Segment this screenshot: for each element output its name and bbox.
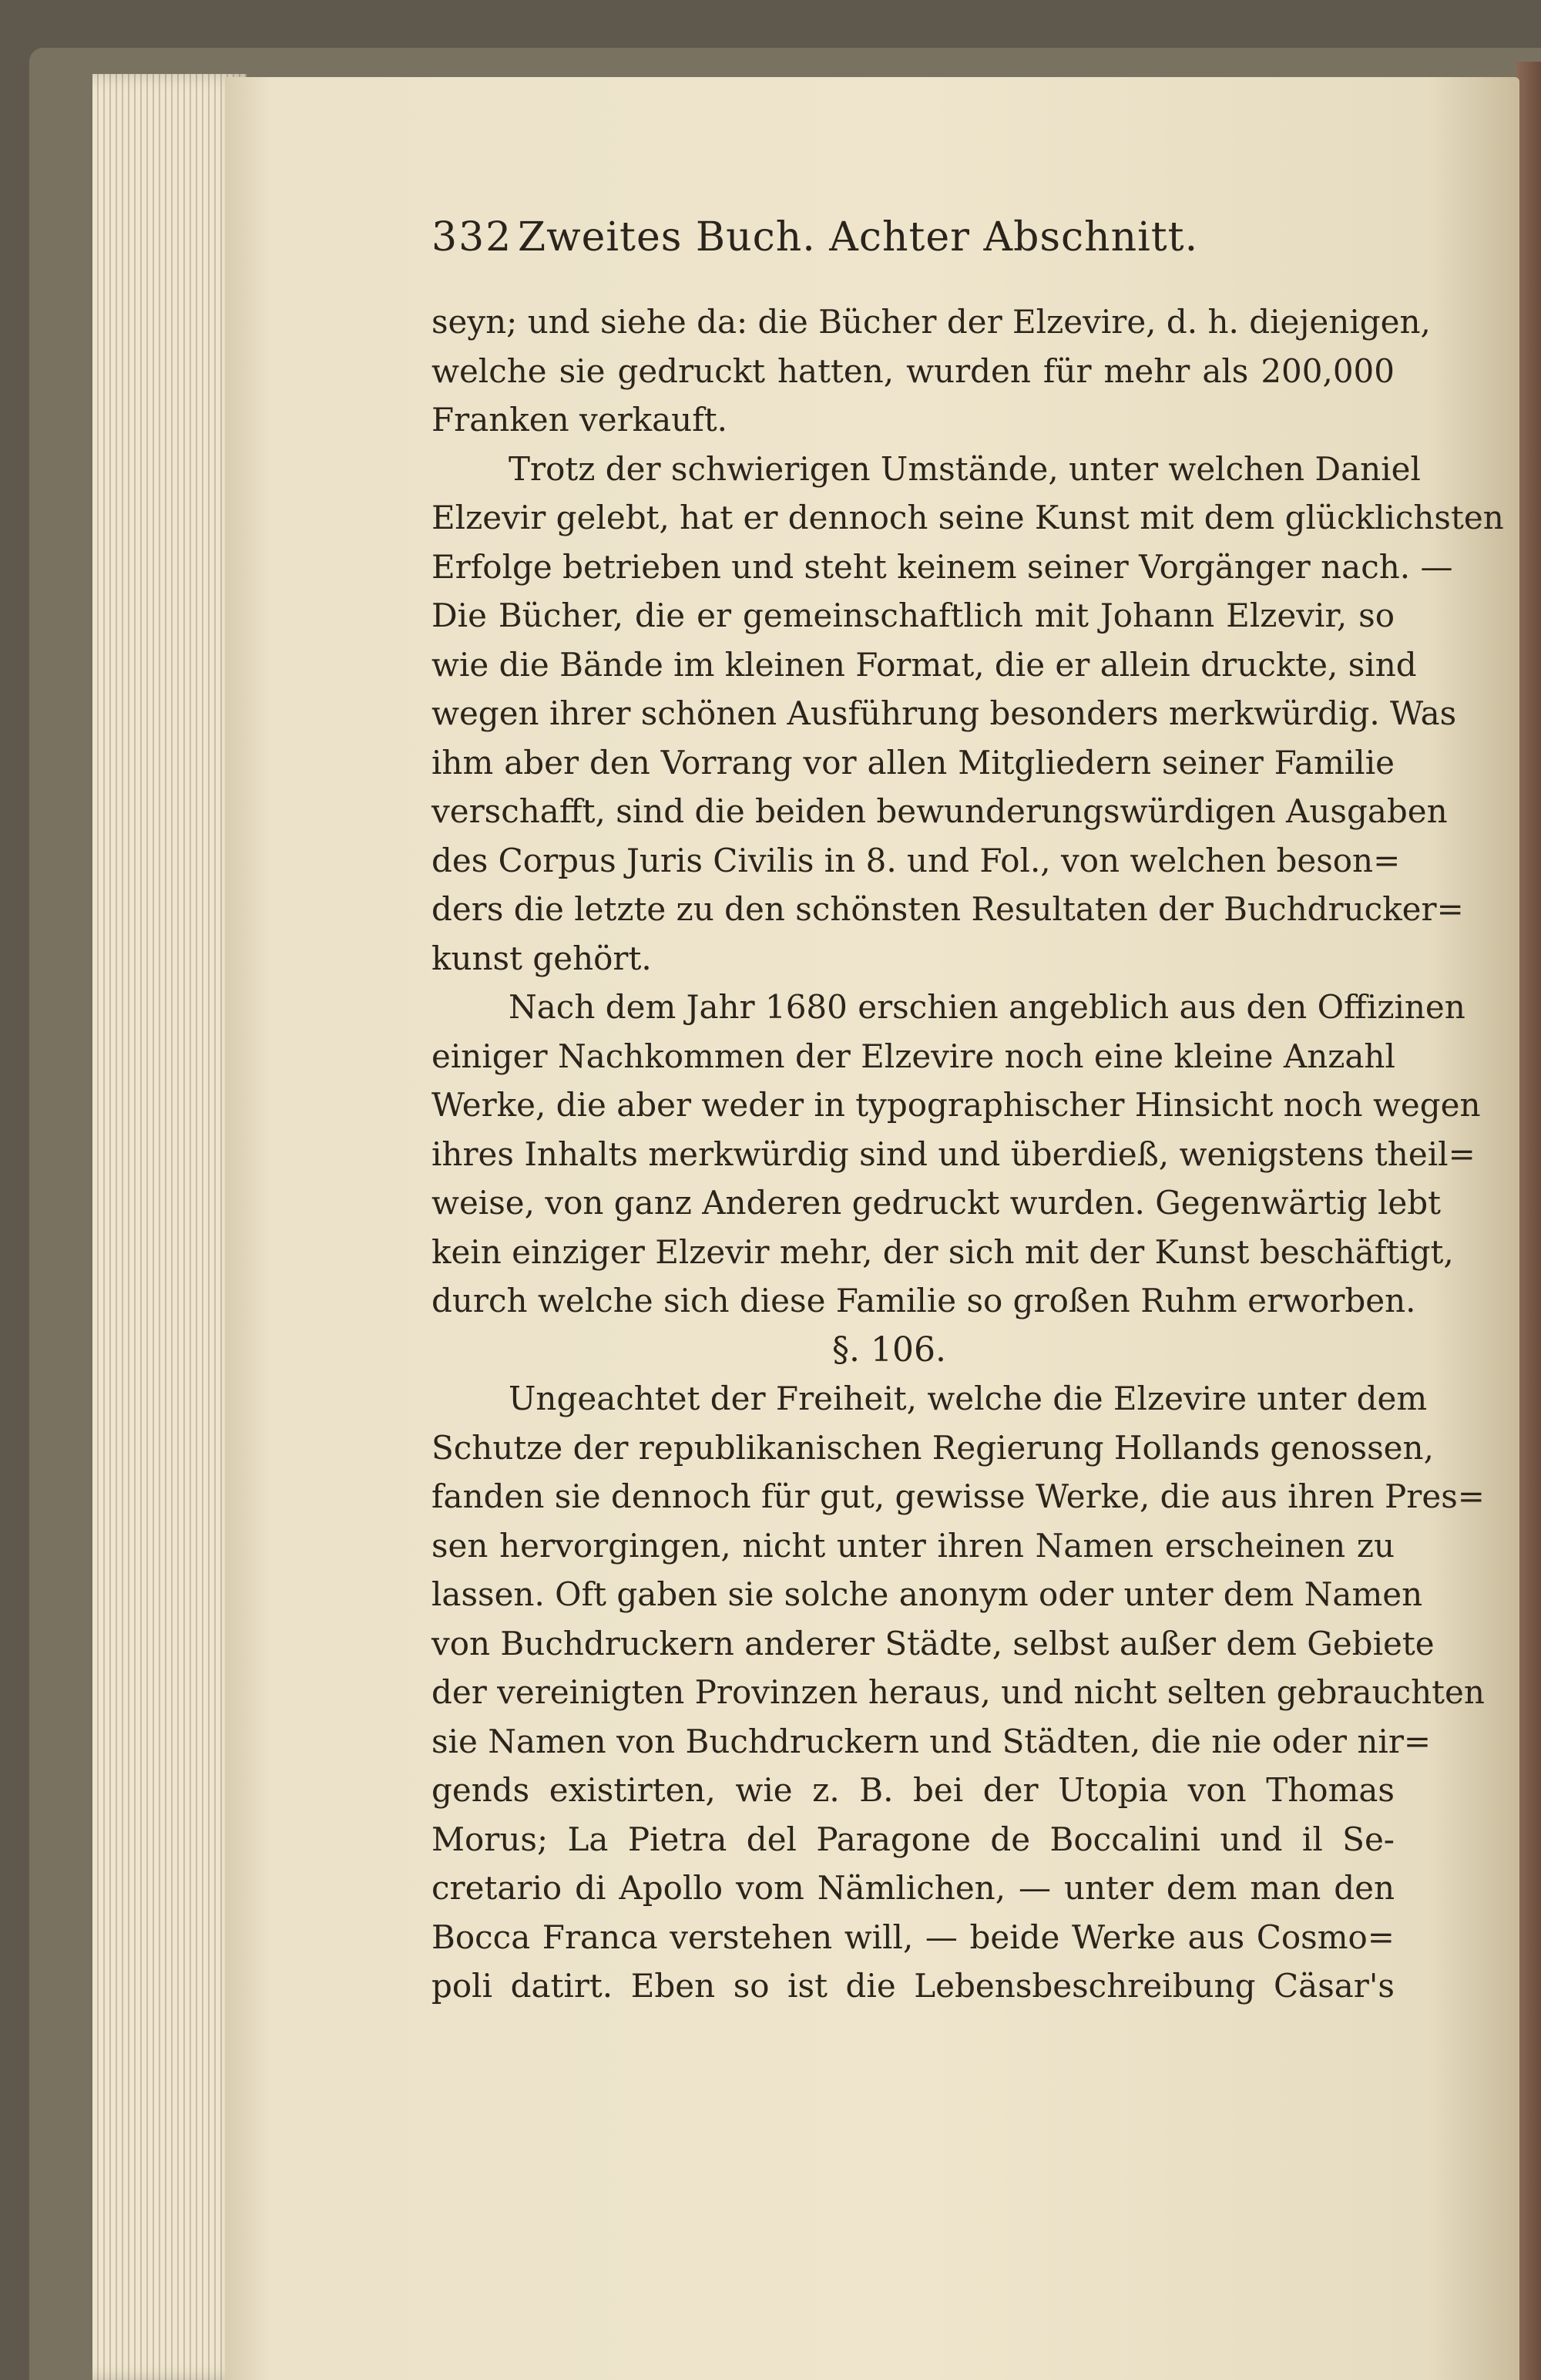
text-line: Erfolge betrieben und steht keinem seiner Vorgänger nach. — [431,547,1453,586]
text-line: des Corpus Juris Civilis in 8. und Fol., von welchen beson= [431,841,1401,879]
text-line: Bocca Franca verstehen will, — beide Werke aus Cosmo= [431,1918,1395,1956]
text-line: ihm aber den Vorrang vor allen Mitgliedern seiner Familie [431,743,1395,782]
text-line: sie Namen von Buchdruckern und Städten, die nie oder nir= [431,1722,1432,1760]
text-line: weise, von ganz Anderen gedruckt wurden. Gegenwärtig lebt [431,1184,1442,1222]
text-line: durch welche sich diese Familie so großen Ruhm erworben. [431,1282,1416,1319]
text-line: ihres Inhalts merkwürdig sind und überdieß, wenigstens theil= [431,1135,1476,1173]
book-spine-edge [1516,62,1541,2380]
text-line: Trotz der schwierigen Umstände, unter welchen Daniel [509,449,1421,488]
text-line: gends existirten, wie z. B. bei der Utopia von Thomas [431,1771,1395,1809]
text-line: Elzevir gelebt, hat er dennoch seine Kunst mit dem glücklichsten [431,499,1504,536]
text-line: welche sie gedruckt hatten, wurden für mehr als 200,000 [431,351,1395,390]
page-header [431,214,1402,276]
text-line: Nach dem Jahr 1680 erschien angeblich aus den Offizinen [509,988,1465,1026]
text-line: kein einziger Elzevir mehr, der sich mit der Kunst beschäftigt, [431,1232,1454,1271]
text-line: einiger Nachkommen der Elzevire noch eine kleine Anzahl [431,1037,1395,1075]
text-line: sen hervorgingen, nicht unter ihren Namen erscheinen zu [431,1526,1395,1565]
running-head: Zweites Buch. Achter Abschnitt. [518,214,1199,261]
text-line: seyn; und siehe da: die Bücher der Elzevire, d. h. diejenigen, [431,303,1431,341]
text-line: lassen. Oft gaben sie solche anonym oder unter dem Namen [431,1575,1423,1613]
body-text [431,298,1504,2011]
page-number: 332 [431,214,513,261]
text-line: Die Bücher, die er gemeinschaftlich mit Johann Elzevir, so [431,597,1395,634]
section-heading: §. 106. [832,1330,946,1370]
text-line: wie die Bände im kleinen Format, die er allein druckte, sind [431,645,1417,684]
text-line: wegen ihrer schönen Ausführung besonders merkwürdig. Was [431,694,1457,732]
page-edges [92,74,247,2380]
text-line: der vereinigten Provinzen heraus, und nicht selten gebrauchten [431,1673,1485,1711]
text-line: fanden sie dennoch für gut, gewisse Werke, die aus ihren Pres= [431,1477,1485,1515]
text-line: Morus; La Pietra del Paragone de Boccalini und il Se- [431,1820,1395,1858]
text-line: cretario di Apollo vom Nämlichen, — unter dem man den [431,1869,1395,1907]
text-line: poli datirt. Eben so ist die Lebensbeschreibung Cäsar's [431,1967,1395,2005]
text-line: Schutze der republikanischen Regierung Hollands genossen, [431,1428,1434,1467]
text-line: kunst gehört. [431,939,652,977]
text-line: Franken verkauft. [431,401,727,439]
text-line: Ungeachtet der Freiheit, welche die Elzevire unter dem [509,1380,1428,1417]
text-line: von Buchdruckern anderer Städte, selbst außer dem Gebiete [431,1624,1435,1662]
text-line: ders die letzte zu den schönsten Resultaten der Buchdrucker= [431,890,1464,928]
text-line: verschafft, sind die beiden bewunderungswürdigen Ausgaben [431,792,1448,830]
text-line: Werke, die aber weder in typographischer Hinsicht noch wegen [431,1086,1481,1124]
